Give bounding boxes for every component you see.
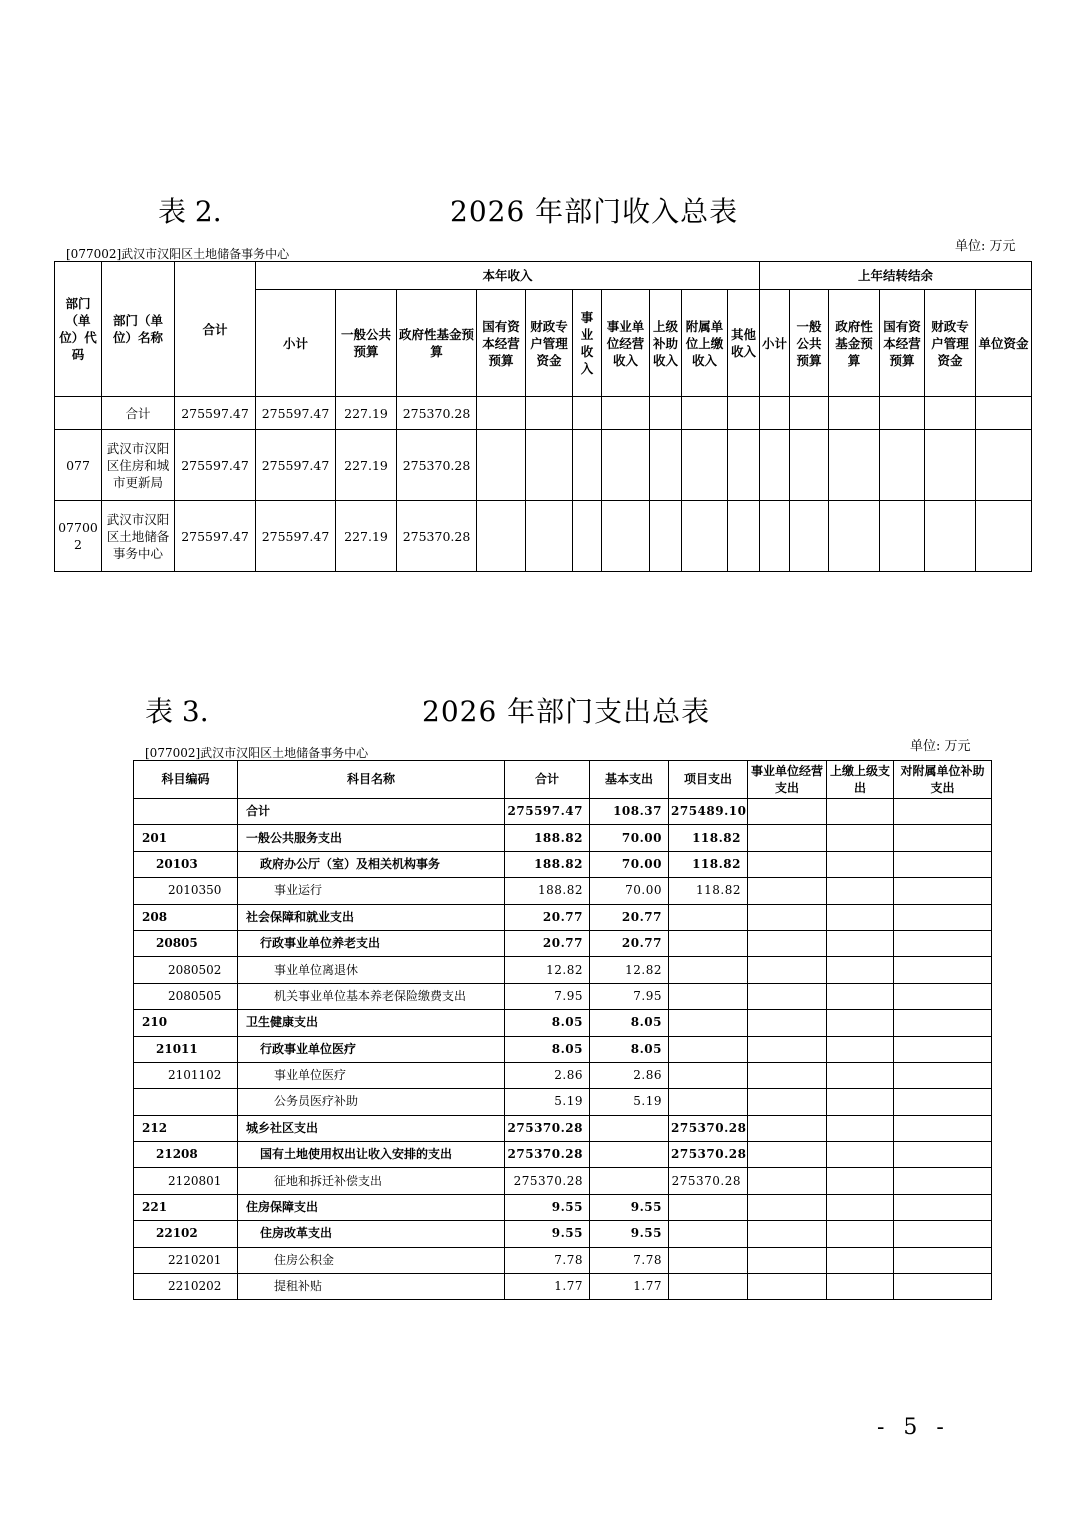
cell-subtotal: 275597.47 xyxy=(256,501,336,572)
cell-code: 2101102 xyxy=(134,1062,238,1088)
cell-name: 住房改革支出 xyxy=(238,1221,505,1247)
cell-affiliated xyxy=(894,1036,992,1062)
income-summary-table xyxy=(54,261,1032,572)
cell-name: 武汉市汉阳区住房和城市更新局 xyxy=(102,430,175,501)
header-co-gov-fund: 政府性基金预算 xyxy=(829,290,880,397)
cell-subtotal: 275597.47 xyxy=(256,430,336,501)
cell-affiliated xyxy=(894,1221,992,1247)
cell-basic: 20.77 xyxy=(590,904,669,930)
cell-superior xyxy=(827,825,894,851)
cell-basic: 8.05 xyxy=(590,1010,669,1036)
cell-basic xyxy=(590,1168,669,1194)
table-row xyxy=(134,1089,992,1115)
table-row xyxy=(134,1274,992,1300)
cell-superior xyxy=(827,1010,894,1036)
page-number: - 5 - xyxy=(877,1415,950,1440)
cell-operating xyxy=(748,1142,827,1168)
cell-basic: 108.37 xyxy=(590,799,669,825)
cell-gov-fund: 275370.28 xyxy=(397,430,477,501)
cell-project: 275370.28 xyxy=(669,1168,748,1194)
cell-code: 210 xyxy=(134,1010,238,1036)
cell-operating xyxy=(748,878,827,904)
cell-operating xyxy=(748,851,827,877)
cell-operating xyxy=(748,1194,827,1220)
header-total: 合计 xyxy=(505,761,590,799)
header-name: 科目名称 xyxy=(238,761,505,799)
cell-total: 7.95 xyxy=(505,983,590,1009)
cell-total: 12.82 xyxy=(505,957,590,983)
cell-affiliated xyxy=(894,851,992,877)
cell-total: 188.82 xyxy=(505,878,590,904)
table2-title: 2026 年部门收入总表 xyxy=(450,195,739,228)
cell-total: 275370.28 xyxy=(505,1115,590,1141)
table2-unit: 单位: 万元 xyxy=(955,239,1016,254)
table-row xyxy=(134,1221,992,1247)
cell-basic: 5.19 xyxy=(590,1089,669,1115)
table-row xyxy=(55,430,1032,501)
cell-affiliated xyxy=(894,799,992,825)
cell-name: 一般公共服务支出 xyxy=(238,825,505,851)
cell-total: 2.86 xyxy=(505,1062,590,1088)
cell-gov-fund: 275370.28 xyxy=(397,501,477,572)
cell-name: 政府办公厅（室）及相关机构事务 xyxy=(238,851,505,877)
cell-name: 事业运行 xyxy=(238,878,505,904)
cell-total: 188.82 xyxy=(505,825,590,851)
header-dept-name: 部门（单位）名称 xyxy=(102,262,175,397)
table-row xyxy=(134,1115,992,1141)
cell-superior xyxy=(827,878,894,904)
cell-total: 20.77 xyxy=(505,904,590,930)
table-row xyxy=(55,501,1032,572)
cell-total: 5.19 xyxy=(505,1089,590,1115)
cell-superior xyxy=(827,1194,894,1220)
cell-superior xyxy=(827,930,894,956)
header-business-income: 事业收入 xyxy=(573,290,602,397)
cell-project xyxy=(669,1036,748,1062)
cell-project: 118.82 xyxy=(669,851,748,877)
cell-general: 227.19 xyxy=(336,430,397,501)
cell-project xyxy=(669,1221,748,1247)
cell-affiliated xyxy=(894,1142,992,1168)
cell-project xyxy=(669,1274,748,1300)
table-row xyxy=(134,1247,992,1273)
cell-total: 275597.47 xyxy=(175,430,256,501)
cell-project: 275370.28 xyxy=(669,1115,748,1141)
table-row xyxy=(55,397,1032,430)
table-row xyxy=(134,983,992,1009)
cell-name: 社会保障和就业支出 xyxy=(238,904,505,930)
cell-project xyxy=(669,983,748,1009)
header-operating: 事业单位经营支出 xyxy=(748,761,827,799)
table-row xyxy=(134,930,992,956)
header-superior: 上缴上级支出 xyxy=(827,761,894,799)
cell-name: 事业单位离退休 xyxy=(238,957,505,983)
cell-code: 212 xyxy=(134,1115,238,1141)
cell-basic xyxy=(590,1115,669,1141)
cell-operating xyxy=(748,1010,827,1036)
cell-operating xyxy=(748,1036,827,1062)
cell-code: 21208 xyxy=(134,1142,238,1168)
cell-operating xyxy=(748,957,827,983)
cell-name: 卫生健康支出 xyxy=(238,1010,505,1036)
header-co-fiscal-special: 财政专户管理资金 xyxy=(925,290,976,397)
cell-total: 275597.47 xyxy=(175,397,256,430)
cell-superior xyxy=(827,1168,894,1194)
table-row xyxy=(134,851,992,877)
cell-affiliated xyxy=(894,1247,992,1273)
cell-operating xyxy=(748,1115,827,1141)
cell-code: 2210202 xyxy=(134,1274,238,1300)
table-row xyxy=(134,1194,992,1220)
cell-affiliated xyxy=(894,1115,992,1141)
table-row xyxy=(134,1062,992,1088)
header-co-unit-funds: 单位资金 xyxy=(976,290,1032,397)
table-row xyxy=(134,1036,992,1062)
cell-code: 077002 xyxy=(55,501,102,572)
header-general-budget: 一般公共预算 xyxy=(336,290,397,397)
header-affiliated: 对附属单位补助支出 xyxy=(894,761,992,799)
cell-basic: 70.00 xyxy=(590,825,669,851)
cell-name: 合计 xyxy=(238,799,505,825)
cell-code: 2210201 xyxy=(134,1247,238,1273)
cell-name: 征地和拆迁补偿支出 xyxy=(238,1168,505,1194)
header-state-capital: 国有资本经营预算 xyxy=(477,290,526,397)
cell-name: 提租补贴 xyxy=(238,1274,505,1300)
cell-project xyxy=(669,1194,748,1220)
cell-code xyxy=(55,397,102,430)
cell-subtotal: 275597.47 xyxy=(256,397,336,430)
header-subtotal: 小计 xyxy=(256,290,336,397)
cell-code: 2080505 xyxy=(134,983,238,1009)
cell-code xyxy=(134,799,238,825)
cell-code: 208 xyxy=(134,904,238,930)
cell-operating xyxy=(748,1274,827,1300)
header-gov-fund: 政府性基金预算 xyxy=(397,290,477,397)
header-co-general: 一般公共预算 xyxy=(790,290,829,397)
cell-project xyxy=(669,930,748,956)
table-row xyxy=(134,825,992,851)
cell-operating xyxy=(748,1089,827,1115)
cell-general: 227.19 xyxy=(336,397,397,430)
header-dept-code: 部门（单位）代码 xyxy=(55,262,102,397)
cell-name: 住房公积金 xyxy=(238,1247,505,1273)
cell-affiliated xyxy=(894,1010,992,1036)
cell-total: 8.05 xyxy=(505,1010,590,1036)
header-co-state-capital: 国有资本经营预算 xyxy=(880,290,925,397)
cell-affiliated xyxy=(894,1062,992,1088)
cell-superior xyxy=(827,983,894,1009)
cell-code: 077 xyxy=(55,430,102,501)
cell-operating xyxy=(748,1247,827,1273)
cell-operating xyxy=(748,983,827,1009)
cell-operating xyxy=(748,1221,827,1247)
table-row xyxy=(134,799,992,825)
cell-basic: 12.82 xyxy=(590,957,669,983)
cell-total: 9.55 xyxy=(505,1194,590,1220)
table-row xyxy=(134,904,992,930)
cell-project: 275489.10 xyxy=(669,799,748,825)
cell-affiliated xyxy=(894,957,992,983)
table-row xyxy=(134,957,992,983)
cell-project xyxy=(669,1010,748,1036)
cell-total: 7.78 xyxy=(505,1247,590,1273)
cell-superior xyxy=(827,1062,894,1088)
cell-basic: 70.00 xyxy=(590,851,669,877)
table3-label: 表 3. xyxy=(145,695,209,728)
cell-name: 国有土地使用权出让收入安排的支出 xyxy=(238,1142,505,1168)
cell-code: 21011 xyxy=(134,1036,238,1062)
cell-name: 武汉市汉阳区土地储备事务中心 xyxy=(102,501,175,572)
cell-name: 城乡社区支出 xyxy=(238,1115,505,1141)
cell-superior xyxy=(827,1089,894,1115)
cell-total: 9.55 xyxy=(505,1221,590,1247)
cell-operating xyxy=(748,904,827,930)
cell-code: 20805 xyxy=(134,930,238,956)
cell-operating xyxy=(748,825,827,851)
cell-total: 8.05 xyxy=(505,1036,590,1062)
header-fiscal-special: 财政专户管理资金 xyxy=(526,290,573,397)
table2-org: [077002]武汉市汉阳区土地储备事务中心 xyxy=(66,247,290,261)
header-operating-income: 事业单位经营收入 xyxy=(602,290,650,397)
cell-name: 行政事业单位医疗 xyxy=(238,1036,505,1062)
cell-basic xyxy=(590,1142,669,1168)
table3-org: [077002]武汉市汉阳区土地储备事务中心 xyxy=(145,746,369,760)
cell-affiliated xyxy=(894,878,992,904)
cell-code: 20103 xyxy=(134,851,238,877)
header-basic: 基本支出 xyxy=(590,761,669,799)
cell-basic: 8.05 xyxy=(590,1036,669,1062)
cell-name: 行政事业单位养老支出 xyxy=(238,930,505,956)
cell-operating xyxy=(748,1168,827,1194)
cell-basic: 1.77 xyxy=(590,1274,669,1300)
cell-project xyxy=(669,1062,748,1088)
cell-code: 201 xyxy=(134,825,238,851)
expenditure-rows xyxy=(134,799,992,1300)
header-project: 项目支出 xyxy=(669,761,748,799)
cell-superior xyxy=(827,1142,894,1168)
header-other-income: 其他收入 xyxy=(728,290,760,397)
cell-affiliated xyxy=(894,1168,992,1194)
cell-affiliated xyxy=(894,930,992,956)
cell-code: 221 xyxy=(134,1194,238,1220)
cell-basic: 7.78 xyxy=(590,1247,669,1273)
cell-total: 275597.47 xyxy=(505,799,590,825)
cell-project xyxy=(669,904,748,930)
cell-name: 合计 xyxy=(102,397,175,430)
cell-name: 住房保障支出 xyxy=(238,1194,505,1220)
cell-code: 22102 xyxy=(134,1221,238,1247)
cell-affiliated xyxy=(894,1194,992,1220)
cell-superior xyxy=(827,1247,894,1273)
table2-label: 表 2. xyxy=(158,195,222,228)
cell-affiliated xyxy=(894,983,992,1009)
header-co-subtotal: 小计 xyxy=(760,290,790,397)
table3-title: 2026 年部门支出总表 xyxy=(422,695,711,728)
cell-operating xyxy=(748,1062,827,1088)
cell-total: 275597.47 xyxy=(175,501,256,572)
cell-superior xyxy=(827,851,894,877)
header-current-year: 本年收入 xyxy=(256,262,760,290)
cell-code: 2120801 xyxy=(134,1168,238,1194)
cell-basic: 9.55 xyxy=(590,1194,669,1220)
cell-project xyxy=(669,957,748,983)
header-affiliated-income: 附属单位上缴收入 xyxy=(682,290,728,397)
cell-superior xyxy=(827,1115,894,1141)
table-row xyxy=(134,1010,992,1036)
cell-basic: 2.86 xyxy=(590,1062,669,1088)
cell-project: 118.82 xyxy=(669,825,748,851)
cell-superior xyxy=(827,1274,894,1300)
header-superior-subsidy: 上级补助收入 xyxy=(650,290,682,397)
cell-superior xyxy=(827,904,894,930)
cell-basic: 7.95 xyxy=(590,983,669,1009)
cell-general: 227.19 xyxy=(336,501,397,572)
cell-basic: 70.00 xyxy=(590,878,669,904)
cell-total: 275370.28 xyxy=(505,1142,590,1168)
cell-basic: 20.77 xyxy=(590,930,669,956)
cell-superior xyxy=(827,1036,894,1062)
header-carryover: 上年结转结余 xyxy=(760,262,1032,290)
cell-code: 2010350 xyxy=(134,878,238,904)
expenditure-summary-table xyxy=(133,760,992,1300)
cell-basic: 9.55 xyxy=(590,1221,669,1247)
cell-superior xyxy=(827,799,894,825)
cell-total: 1.77 xyxy=(505,1274,590,1300)
table-row xyxy=(134,1142,992,1168)
cell-name: 事业单位医疗 xyxy=(238,1062,505,1088)
cell-superior xyxy=(827,957,894,983)
cell-code xyxy=(134,1089,238,1115)
cell-name: 公务员医疗补助 xyxy=(238,1089,505,1115)
cell-project: 275370.28 xyxy=(669,1142,748,1168)
cell-total: 188.82 xyxy=(505,851,590,877)
table3-unit: 单位: 万元 xyxy=(910,739,971,754)
header-total: 合计 xyxy=(175,262,256,397)
cell-total: 20.77 xyxy=(505,930,590,956)
cell-affiliated xyxy=(894,1274,992,1300)
table-row xyxy=(134,1168,992,1194)
cell-operating xyxy=(748,799,827,825)
cell-affiliated xyxy=(894,825,992,851)
cell-total: 275370.28 xyxy=(505,1168,590,1194)
cell-project xyxy=(669,1247,748,1273)
header-code: 科目编码 xyxy=(134,761,238,799)
cell-superior xyxy=(827,1221,894,1247)
cell-affiliated xyxy=(894,1089,992,1115)
cell-project: 118.82 xyxy=(669,878,748,904)
cell-code: 2080502 xyxy=(134,957,238,983)
cell-gov-fund: 275370.28 xyxy=(397,397,477,430)
cell-operating xyxy=(748,930,827,956)
cell-affiliated xyxy=(894,904,992,930)
cell-project xyxy=(669,1089,748,1115)
table-row xyxy=(134,878,992,904)
cell-name: 机关事业单位基本养老保险缴费支出 xyxy=(238,983,505,1009)
